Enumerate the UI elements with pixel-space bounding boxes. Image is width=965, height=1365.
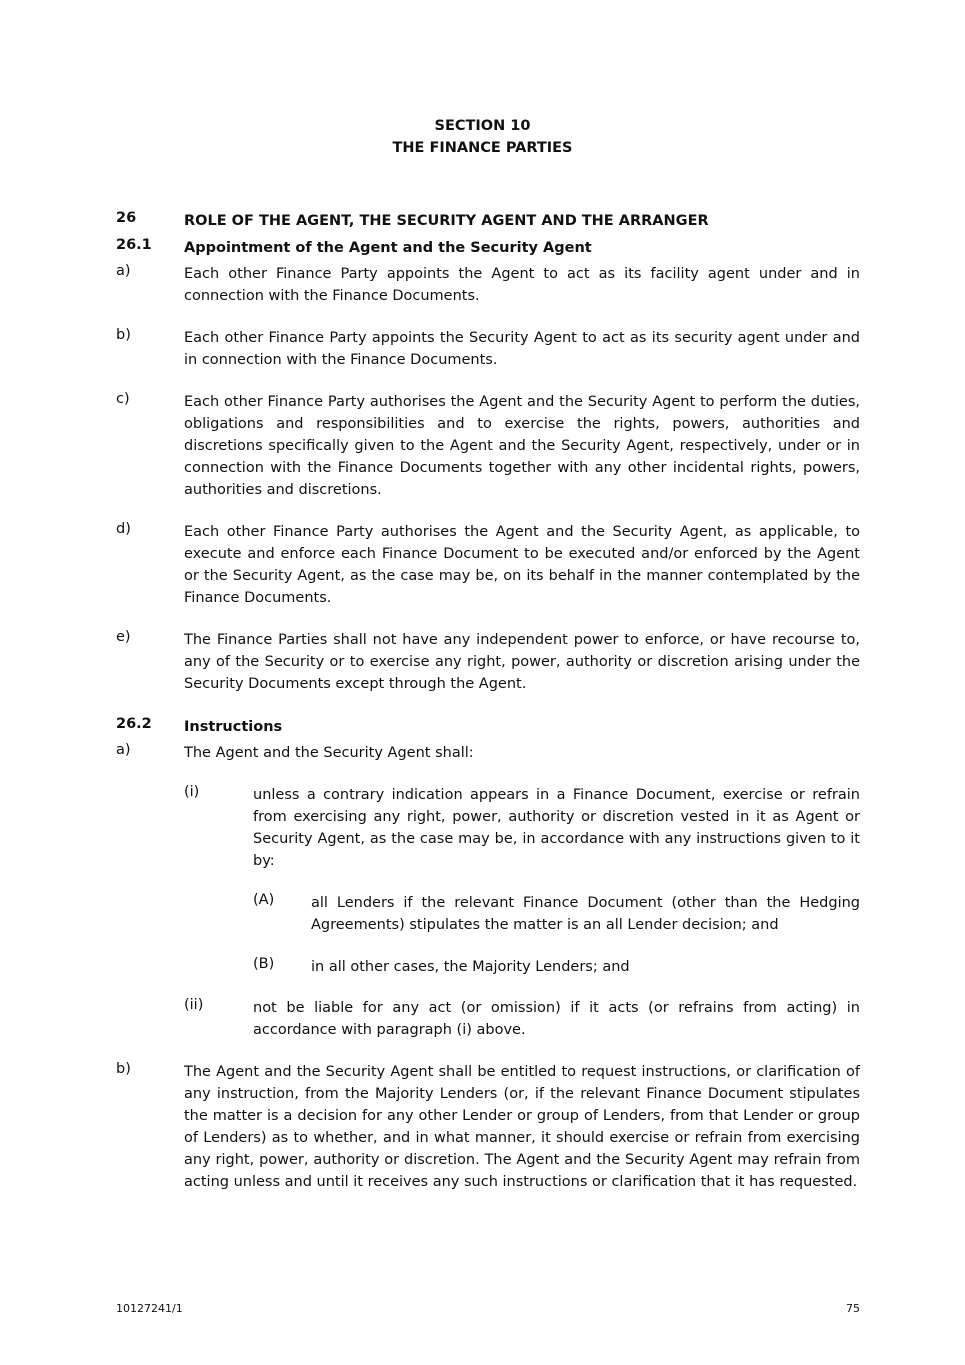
paragraph-text: The Agent and the Security Agent shall be entitled to request instructions, or clarification of any instruction, from the Majority Lenders (or, if the relevant Finance Document stipulates the matter is a decision for any other Lender or group of Lenders, from that Lender or group of Lenders) as to whether, and in what manner, it should exercise or refrain from exercising any right, power, authority or discretion. The Agent and the Security Agent may refrain from acting unless and until it receives any such instructions or clarification that it has requested. (184, 1064, 860, 1190)
paragraph-label: b) (116, 327, 131, 343)
clause-number: 26 (116, 210, 137, 226)
subparagraph-text: unless a contrary indication appears in a Finance Document, exercise or refrain from exercising any right, power, authority or discretion vested in it as Agent or Security Agent, as the case may be, in accordance with any instructions given to it by: (253, 787, 860, 869)
item-label: (B) (253, 956, 275, 972)
paragraph-label: c) (116, 391, 130, 407)
subparagraph-text: not be liable for any act (or omission) if it acts (or refrains from acting) in accordance with paragraph (i) above. (253, 1000, 860, 1038)
item-text: in all other cases, the Majority Lenders; and (311, 959, 630, 975)
paragraph-label: d) (116, 521, 131, 537)
subparagraph-label: (ii) (184, 997, 204, 1013)
section-heading (0, 115, 965, 159)
paragraph-text: Each other Finance Party appoints the Security Agent to act as its security agent under and in connection with the Finance Documents. (184, 330, 860, 368)
section-number: SECTION 10 (434, 118, 531, 134)
paragraph-label: a) (116, 742, 131, 758)
paragraph-text: The Agent and the Security Agent shall: (184, 745, 474, 761)
paragraph-label: a) (116, 263, 131, 279)
page-number: 75 (846, 1302, 860, 1315)
item-label: (A) (253, 892, 275, 908)
section-title: THE FINANCE PARTIES (392, 140, 573, 156)
item-text: all Lenders if the relevant Finance Document (other than the Hedging Agreements) stipulates the matter is an all Lender decision; and (311, 895, 860, 933)
clause-number: 26.2 (116, 716, 152, 732)
clause-title: Instructions (184, 719, 283, 735)
clause-number: 26.1 (116, 237, 152, 253)
paragraph-text: The Finance Parties shall not have any independent power to enforce, or have recourse to, any of the Security or to exercise any right, power, authority or discretion arising under the Security Documents except through the Agent. (184, 632, 860, 692)
paragraph-label: e) (116, 629, 131, 645)
paragraph-text: Each other Finance Party appoints the Agent to act as its facility agent under and in connection with the Finance Documents. (184, 266, 860, 304)
document-reference: 10127241/1 (116, 1302, 183, 1315)
paragraph-text: Each other Finance Party authorises the Agent and the Security Agent to perform the duties, obligations and responsibilities and to exercise the rights, powers, authorities and discretions specifically given to the Agent and the Security Agent, respectively, under or in connection with the Finance Documents together with any other incidental rights, powers, authorities and discretions. (184, 394, 860, 498)
paragraph-label: b) (116, 1061, 131, 1077)
subparagraph-label: (i) (184, 784, 200, 800)
paragraph-text: Each other Finance Party authorises the Agent and the Security Agent, as applicable, to execute and enforce each Finance Document to be executed and/or enforced by the Agent or the Security Agent, as the case may be, on its behalf in the manner contemplated by the Finance Documents. (184, 524, 860, 606)
clause-title: Appointment of the Agent and the Security Agent (184, 240, 592, 256)
clause-title: ROLE OF THE AGENT, THE SECURITY AGENT AND THE ARRANGER (184, 213, 709, 229)
